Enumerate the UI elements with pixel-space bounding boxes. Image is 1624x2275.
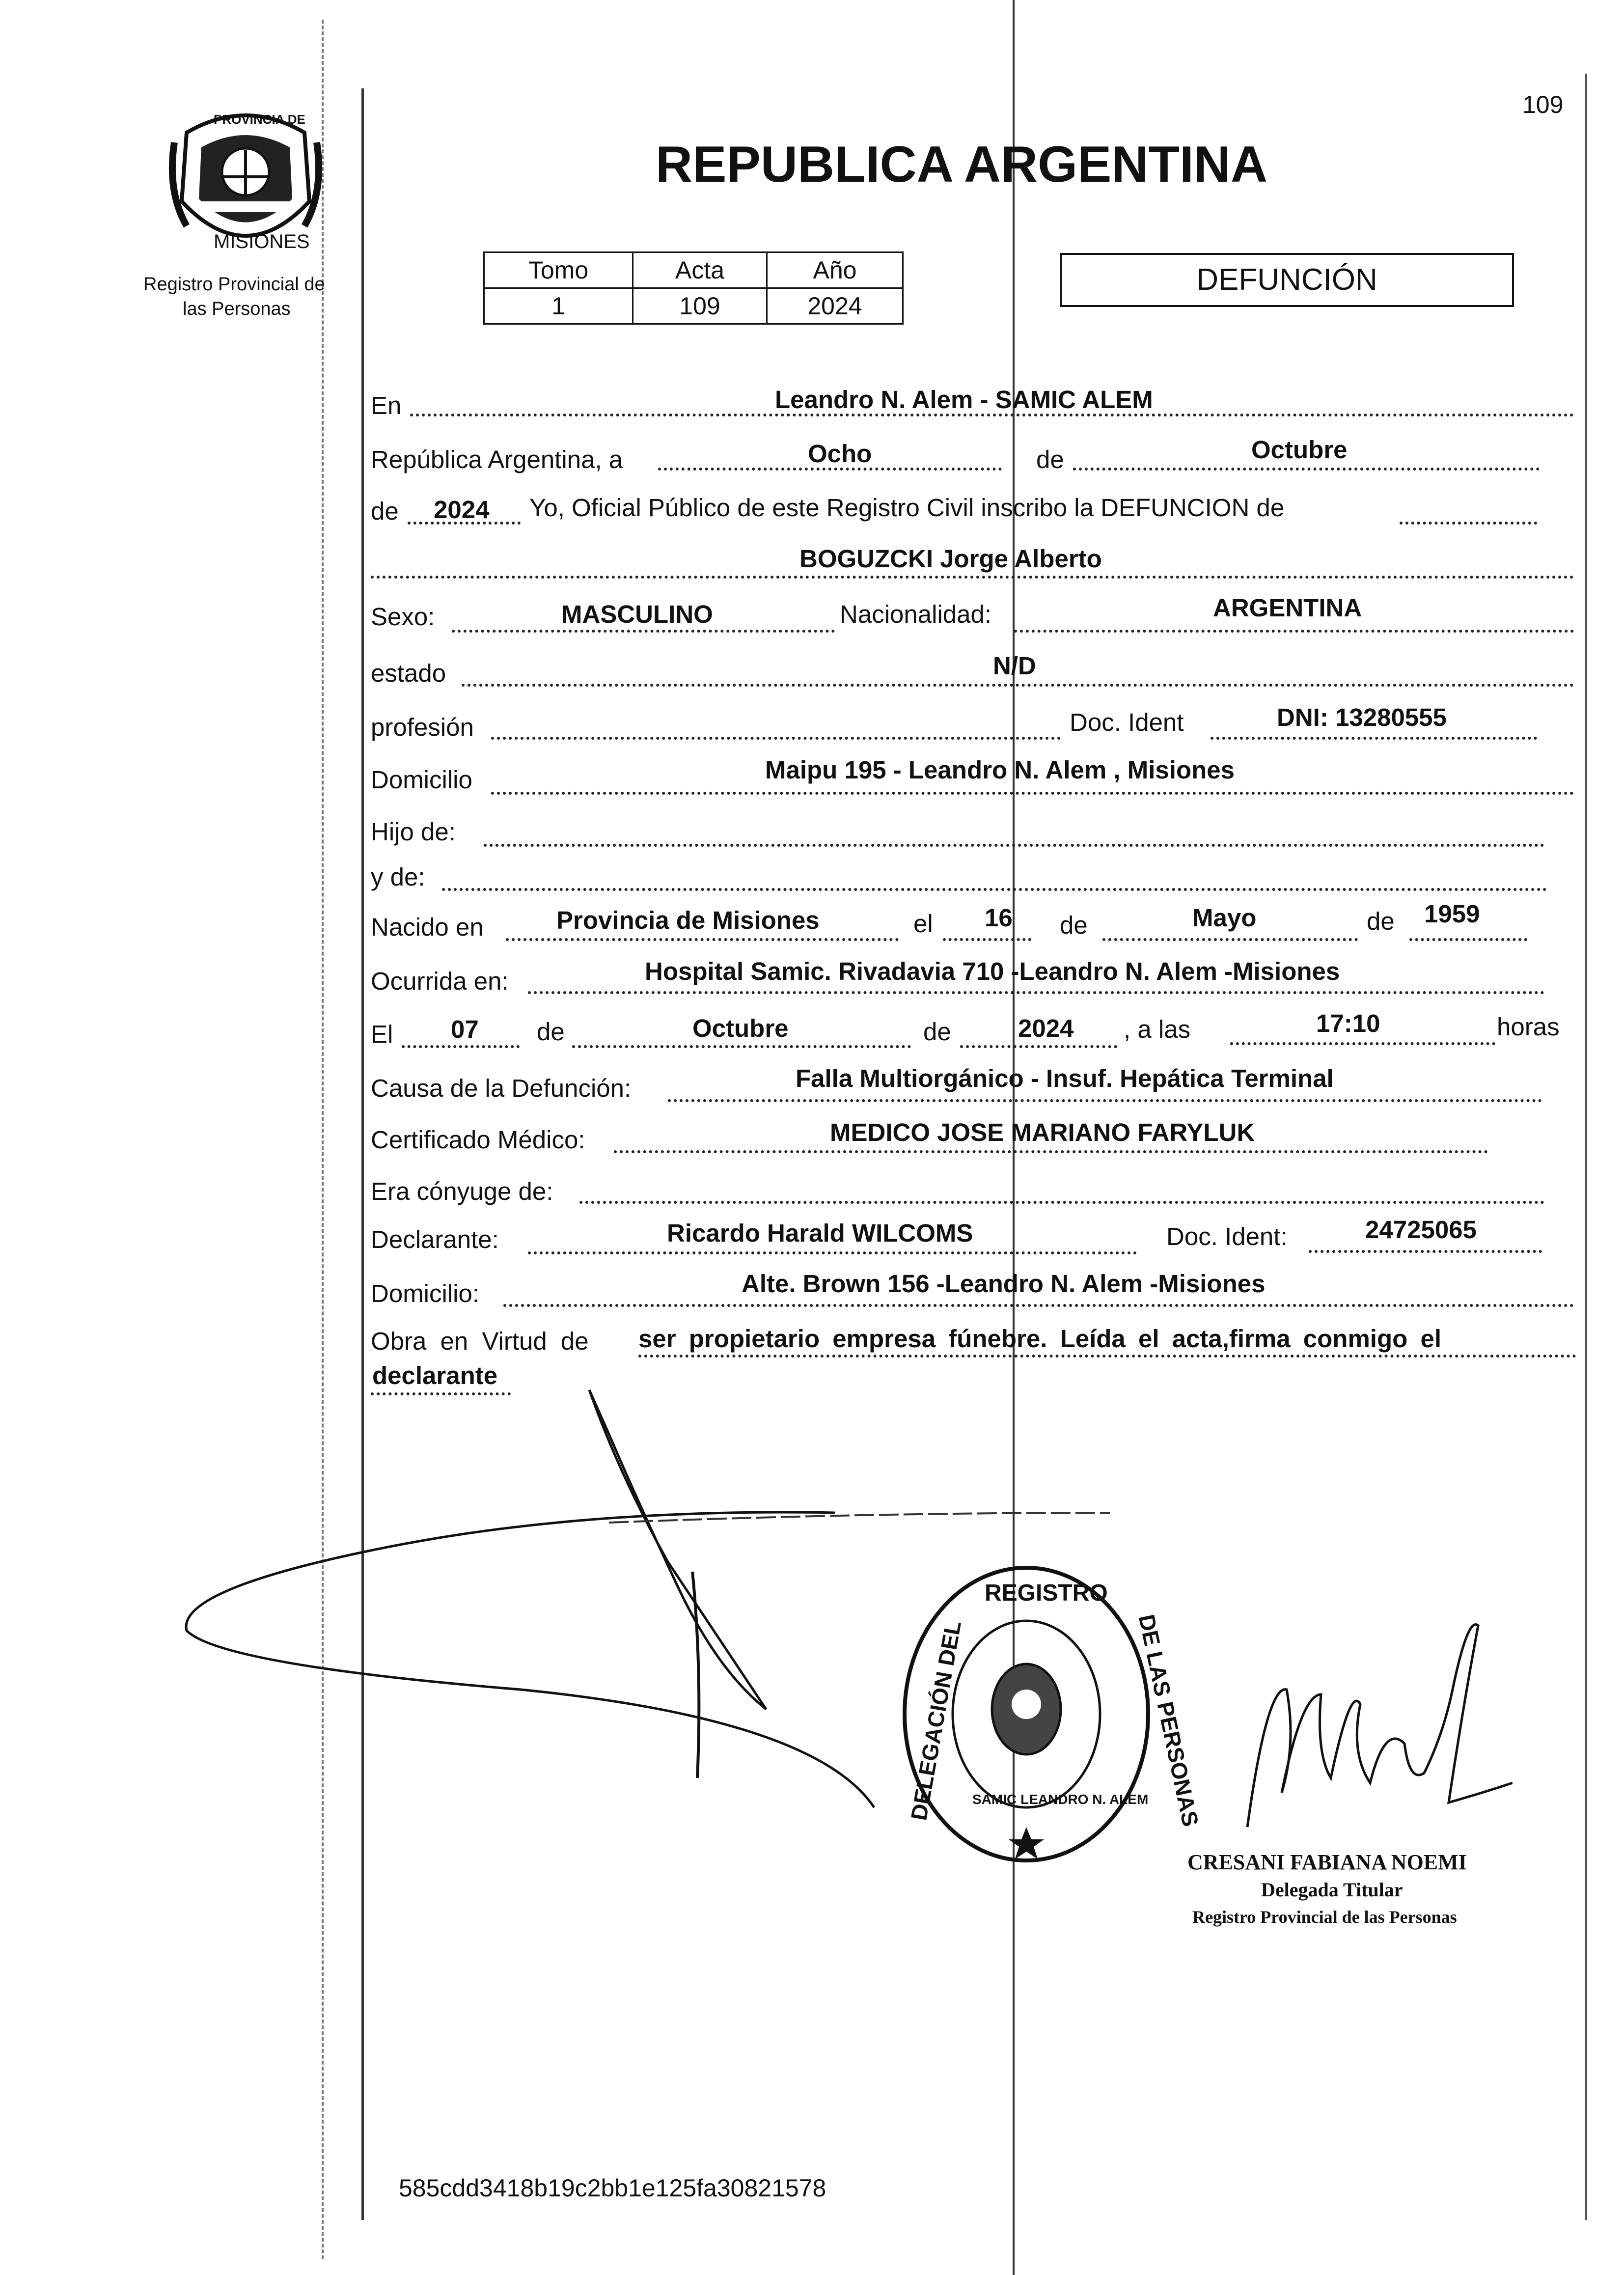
sexo-value: MASCULINO xyxy=(561,600,713,628)
nac-dia-line xyxy=(943,938,1031,941)
registry-name-line2: las Personas xyxy=(183,299,291,319)
dia-value: Ocho xyxy=(808,440,872,468)
record-type-label: DEFUNCIÓN xyxy=(1196,263,1377,297)
page-title: REPUBLICA ARGENTINA xyxy=(656,136,1268,193)
table-cell-acta: 109 xyxy=(633,288,767,324)
nac-de-label: de xyxy=(1060,911,1088,939)
estado-value: N/D xyxy=(993,652,1036,680)
signatory-org: Registro Provincial de las Personas xyxy=(1192,1907,1457,1927)
anio-value: 2024 xyxy=(434,496,490,524)
causa-line xyxy=(668,1099,1542,1102)
hora-line xyxy=(1230,1042,1495,1045)
hijo-label: Hijo de: xyxy=(371,818,456,846)
ocurrida-label: Ocurrida en: xyxy=(371,967,509,995)
nac-dia-value: 16 xyxy=(985,904,1013,932)
nac-de2-label: de xyxy=(1367,907,1395,935)
doc-ident-line xyxy=(1211,737,1537,740)
causa-label: Causa de la Defunción: xyxy=(371,1074,632,1102)
stamp-right-text: DE LAS PERSONAS xyxy=(1133,1612,1204,1829)
nac-anio-line xyxy=(1409,938,1527,941)
obra-line xyxy=(638,1355,1576,1358)
document-hash: 585cdd3418b19c2bb1e125fa30821578 xyxy=(399,2174,826,2202)
page-number: 109 xyxy=(1522,91,1564,118)
hora-value: 17:10 xyxy=(1316,1009,1380,1037)
doc-ident-label: Doc. Ident xyxy=(1070,708,1184,736)
alas-label: , a las xyxy=(1124,1015,1191,1043)
estado-label: estado xyxy=(371,659,446,687)
fall-dia-value: 07 xyxy=(451,1015,479,1043)
sexo-label: Sexo: xyxy=(371,603,435,631)
emblem-text-bottom: MISIONES xyxy=(214,231,310,252)
doc-ident2-line xyxy=(1309,1250,1542,1253)
table-cell-tomo: 1 xyxy=(484,288,633,324)
el2-label: El xyxy=(371,1020,393,1048)
mes-line xyxy=(1073,468,1540,471)
nacido-label: Nacido en xyxy=(371,913,484,941)
ocurrida-line xyxy=(528,991,1544,994)
certificado-line xyxy=(614,1150,1488,1153)
horas-label: horas xyxy=(1497,1013,1560,1041)
signatory-name: CRESANI FABIANA NOEMI xyxy=(1187,1850,1467,1874)
hijo-line xyxy=(484,844,1544,847)
table-header: Tomo xyxy=(484,252,633,288)
nombre-line xyxy=(371,576,1574,579)
left-border-line xyxy=(361,88,364,2220)
fall-mes-value: Octubre xyxy=(692,1014,789,1042)
el-label: el xyxy=(913,910,933,938)
domicilio-value: Maipu 195 - Leandro N. Alem , Misiones xyxy=(765,756,1235,784)
declarante-label: Declarante: xyxy=(371,1225,499,1253)
causa-value: Falla Multiorgánico - Insuf. Hepática Terminal xyxy=(796,1064,1334,1092)
doc-ident2-value: 24725065 xyxy=(1365,1216,1477,1244)
fall-de-label: de xyxy=(537,1018,565,1046)
signatory-role: Delegada Titular xyxy=(1261,1879,1403,1901)
table-header: Acta xyxy=(633,252,767,288)
record-type-box xyxy=(1060,253,1514,307)
emblem-text-top: PROVINCIA DE xyxy=(214,112,305,127)
estado-line xyxy=(462,684,1574,687)
table-header: Año xyxy=(767,252,903,288)
republica-label: República Argentina, a xyxy=(371,445,623,473)
dia-line xyxy=(658,468,1002,471)
obra-label: Obra en Virtud de xyxy=(371,1327,589,1355)
registry-name-line1: Registro Provincial de xyxy=(143,274,325,295)
fall-dia-line xyxy=(402,1045,520,1048)
en-line xyxy=(410,414,1574,416)
conyuge-label: Era cónyuge de: xyxy=(371,1177,553,1205)
margin-dashed-line xyxy=(322,20,324,2259)
stamp-left-text: DELEGACIÓN DEL xyxy=(906,1618,966,1823)
doc-ident2-label: Doc. Ident: xyxy=(1166,1222,1288,1250)
yde-line xyxy=(442,888,1547,891)
record-table xyxy=(483,251,904,325)
nacionalidad-value: ARGENTINA xyxy=(1213,594,1362,622)
fall-anio-value: 2024 xyxy=(1018,1014,1074,1042)
oficial-trailing-line xyxy=(1400,522,1537,525)
domicilio-line xyxy=(491,792,1574,795)
fall-de2-label: de xyxy=(923,1018,951,1046)
provincial-emblem xyxy=(167,103,324,260)
sexo-line xyxy=(452,630,835,633)
de-label: de xyxy=(1036,445,1064,473)
official-signature xyxy=(1238,1596,1513,1832)
certificado-value: MEDICO JOSE MARIANO FARYLUK xyxy=(830,1118,1255,1146)
declarante-value: Ricardo Harald WILCOMS xyxy=(667,1219,973,1247)
nac-anio-value: 1959 xyxy=(1424,900,1480,928)
profesion-label: profesión xyxy=(371,713,474,741)
domicilio-label: Domicilio xyxy=(371,766,472,794)
profesion-line xyxy=(491,737,1061,740)
conyuge-line xyxy=(579,1201,1544,1204)
domicilio2-label: Domicilio: xyxy=(371,1279,480,1307)
official-stamp xyxy=(899,1562,1204,1866)
nac-mes-value: Mayo xyxy=(1192,904,1257,932)
de2-label: de xyxy=(371,497,399,525)
nacido-value: Provincia de Misiones xyxy=(556,906,820,934)
stamp-inner-text: SAMIC LEANDRO N. ALEM xyxy=(972,1792,1149,1807)
certificado-label: Certificado Médico: xyxy=(371,1126,585,1154)
nombre-value: BOGUZCKI Jorge Alberto xyxy=(799,545,1102,573)
en-label: En xyxy=(371,391,402,419)
yde-label: y de: xyxy=(371,863,425,891)
fall-anio-line xyxy=(960,1045,1117,1048)
table-cell-anio: 2024 xyxy=(767,288,903,324)
nac-mes-line xyxy=(1102,938,1358,941)
nacionalidad-line xyxy=(1014,630,1574,633)
right-border-line xyxy=(1585,74,1587,2220)
ocurrida-value: Hospital Samic. Rivadavia 710 -Leandro N. Alem -Misiones xyxy=(645,957,1340,985)
domicilio2-line xyxy=(503,1304,1574,1307)
doc-ident-value: DNI: 13280555 xyxy=(1277,703,1447,731)
en-value: Leandro N. Alem - SAMIC ALEM xyxy=(775,386,1153,414)
obra-value: ser propietario empresa fúnebre. Leída el acta,firma conmigo el xyxy=(638,1325,1441,1353)
fall-mes-line xyxy=(572,1045,911,1048)
stamp-top-text: REGISTRO xyxy=(985,1580,1108,1606)
nacido-line xyxy=(506,938,899,941)
nacionalidad-label: Nacionalidad: xyxy=(840,600,992,628)
domicilio2-value: Alte. Brown 156 -Leandro N. Alem -Misiones xyxy=(742,1270,1266,1298)
declarante-line xyxy=(528,1251,1137,1254)
obra-value-continued: declarante xyxy=(372,1361,498,1389)
oficial-text: Yo, Oficial Público de este Registro Civil inscribo la DEFUNCION de xyxy=(529,494,1285,522)
mes-value: Octubre xyxy=(1251,436,1348,464)
